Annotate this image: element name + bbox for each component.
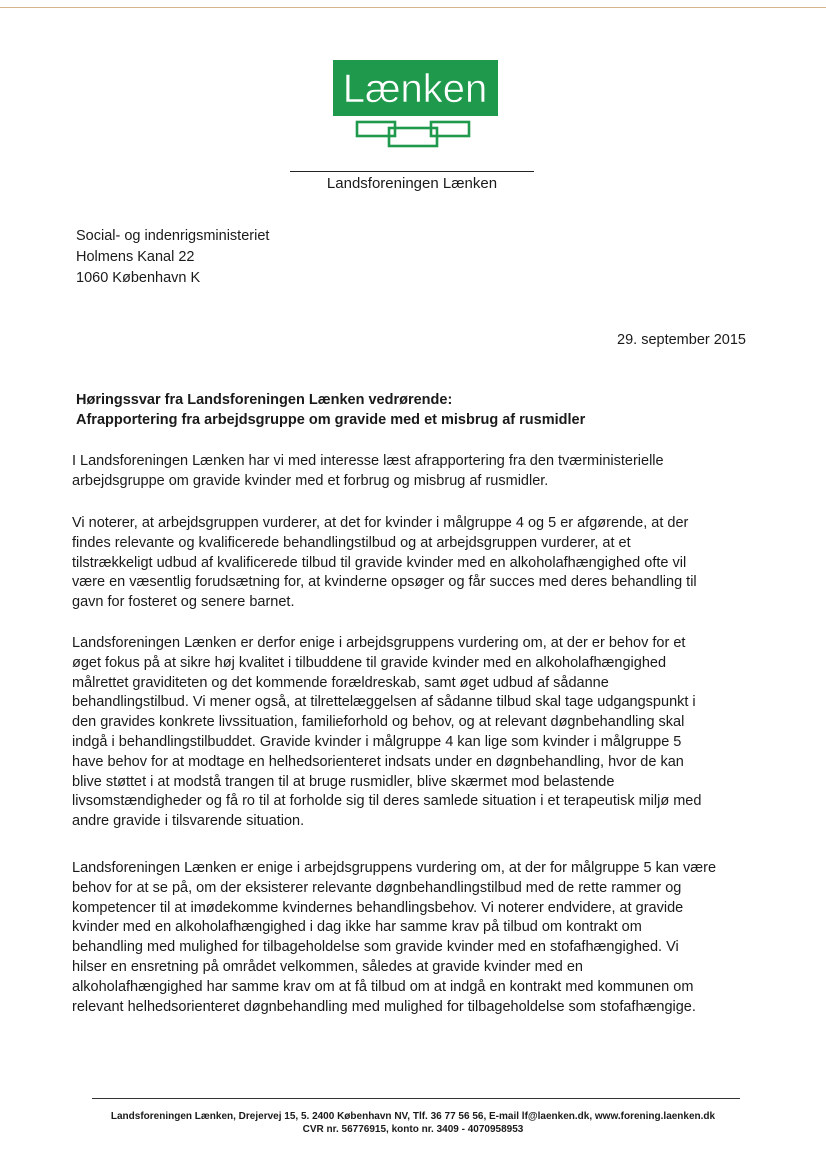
recipient-line: Social- og indenrigsministeriet (76, 228, 270, 244)
text-line: alkoholafhængighed har samme krav om at få tilbud om at indgå en kontrakt med kommunen om (72, 978, 694, 995)
text-line: indgå i behandlingstilbuddet. Gravide kvinder i målgruppe 4 kan lige som kvinder i målgruppe 5 (72, 733, 682, 750)
subject-line: Afrapportering fra arbejdsgruppe om gravide med et misbrug af rusmidler (76, 412, 586, 428)
text-line: findes relevante og kvalificerede behandlingstilbud og at arbejdsgruppen vurderer, at et (72, 534, 631, 551)
footer-registration: CVR nr. 56776915, konto nr. 3409 - 4070958953 (302, 1124, 524, 1135)
text-line: tilstrækkeligt udbud af kvalificerede tilbud til gravide kvinder med en alkoholafhængighed ofte vil (72, 554, 687, 571)
footer-rule (92, 1098, 740, 1099)
letter-date: 29. september 2015 (617, 332, 746, 348)
text-line: Landsforeningen Lænken er enige i arbejdsgruppens vurdering om, at der for målgruppe 5 kan være (72, 860, 717, 876)
text-line: Landsforeningen Lænken er derfor enige i arbejdsgruppens vurdering om, at der er behov for et (72, 635, 686, 651)
footer-contact: Landsforeningen Lænken, Drejervej 15, 5. 2400 København NV, Tlf. 36 77 56 56, E-mail lf@laenken.dk, www.forening.laenken.dk (110, 1111, 716, 1122)
text-line: øget fokus på at sikre høj kvalitet i tilbuddene til gravide kvinder med en alkoholafhængighed (72, 654, 667, 671)
text-line: livsomstændigheder og få ro til at forholde sig til deres samlede situation i et terapeutisk miljø med (72, 793, 702, 810)
text-line: behandling med mulighed for tilbageholdelse som gravide kvinder med en stofafhængighed. Vi (72, 939, 679, 956)
text-line: kompetencer til at imødekomme kvindernes behandlingsbehov. Vi noterer endvidere, at gravide (72, 899, 684, 916)
text-line: blive støttet i at modstå trangen til at bruge rusmidler, blive skærmet mod belastende (72, 773, 615, 790)
subject-heading (76, 390, 585, 430)
text-line: målrettet graviditeten og det kommende forældreskab, samt øget udbud af sådanne (72, 674, 609, 691)
subject-line: Høringssvar fra Landsforeningen Lænken vedrørende: (76, 392, 453, 408)
text-line: arbejdsgruppe om gravide kvinder med et forbrug og misbrug af rusmidler. (72, 472, 549, 489)
text-line: være en væsentlig forudsætning for, at kvinderne opsøger og får succes med deres behandling til (72, 574, 697, 591)
text-line: gavn for fosteret og senere barnet. (72, 594, 295, 611)
body-paragraph-1 (72, 452, 748, 492)
recipient-line: Holmens Kanal 22 (76, 249, 195, 265)
text-line: relevant helhedsorienteret døgnbehandling med mulighed for tilbageholdelse som stofafhængige. (72, 998, 696, 1015)
page-top-rule (0, 7, 826, 8)
recipient-line: 1060 København K (76, 270, 201, 286)
text-line: have behov for at modtage en helhedsorienteret indsats under en døgnbehandling, hvor de kan (72, 753, 684, 770)
organization-name: Landsforeningen Lænken (326, 175, 498, 192)
text-line: I Landsforeningen Lænken har vi med interesse læst afrapportering fra den tværministerielle (72, 453, 664, 469)
body-paragraph-4 (72, 859, 748, 1017)
chain-links-icon (357, 122, 469, 146)
body-paragraph-2 (72, 514, 748, 613)
laenken-logo (333, 60, 501, 152)
recipient-address (76, 226, 269, 289)
text-line: andre gravide i tilsvarende situation. (72, 813, 305, 830)
text-line: Vi noterer, at arbejdsgruppen vurderer, at det for kvinder i målgruppe 4 og 5 er afgørende, at der (72, 515, 689, 531)
text-line: behov for at se på, om der eksisterer relevante døgnbehandlingstilbud med de rette rammer og (72, 879, 682, 896)
text-line: den gravides konkrete livssituation, familieforhold og behov, og at relevant døgnbehandling skal (72, 714, 685, 731)
text-line: kvinder med en alkoholafhængighed i dag ikke har samme krav på tilbud om kontrakt om (72, 919, 642, 936)
letterhead-rule (290, 171, 534, 172)
logo-wordmark: Lænken (342, 67, 488, 111)
text-line: behandlingstilbud. Vi mener også, at tilrettelæggelsen af sådanne tilbud skal tage udgangspunkt i (72, 694, 696, 711)
text-line: hilser en ensretning på området velkommen, således at gravide kvinder med en (72, 958, 583, 975)
body-paragraph-3 (72, 634, 748, 832)
